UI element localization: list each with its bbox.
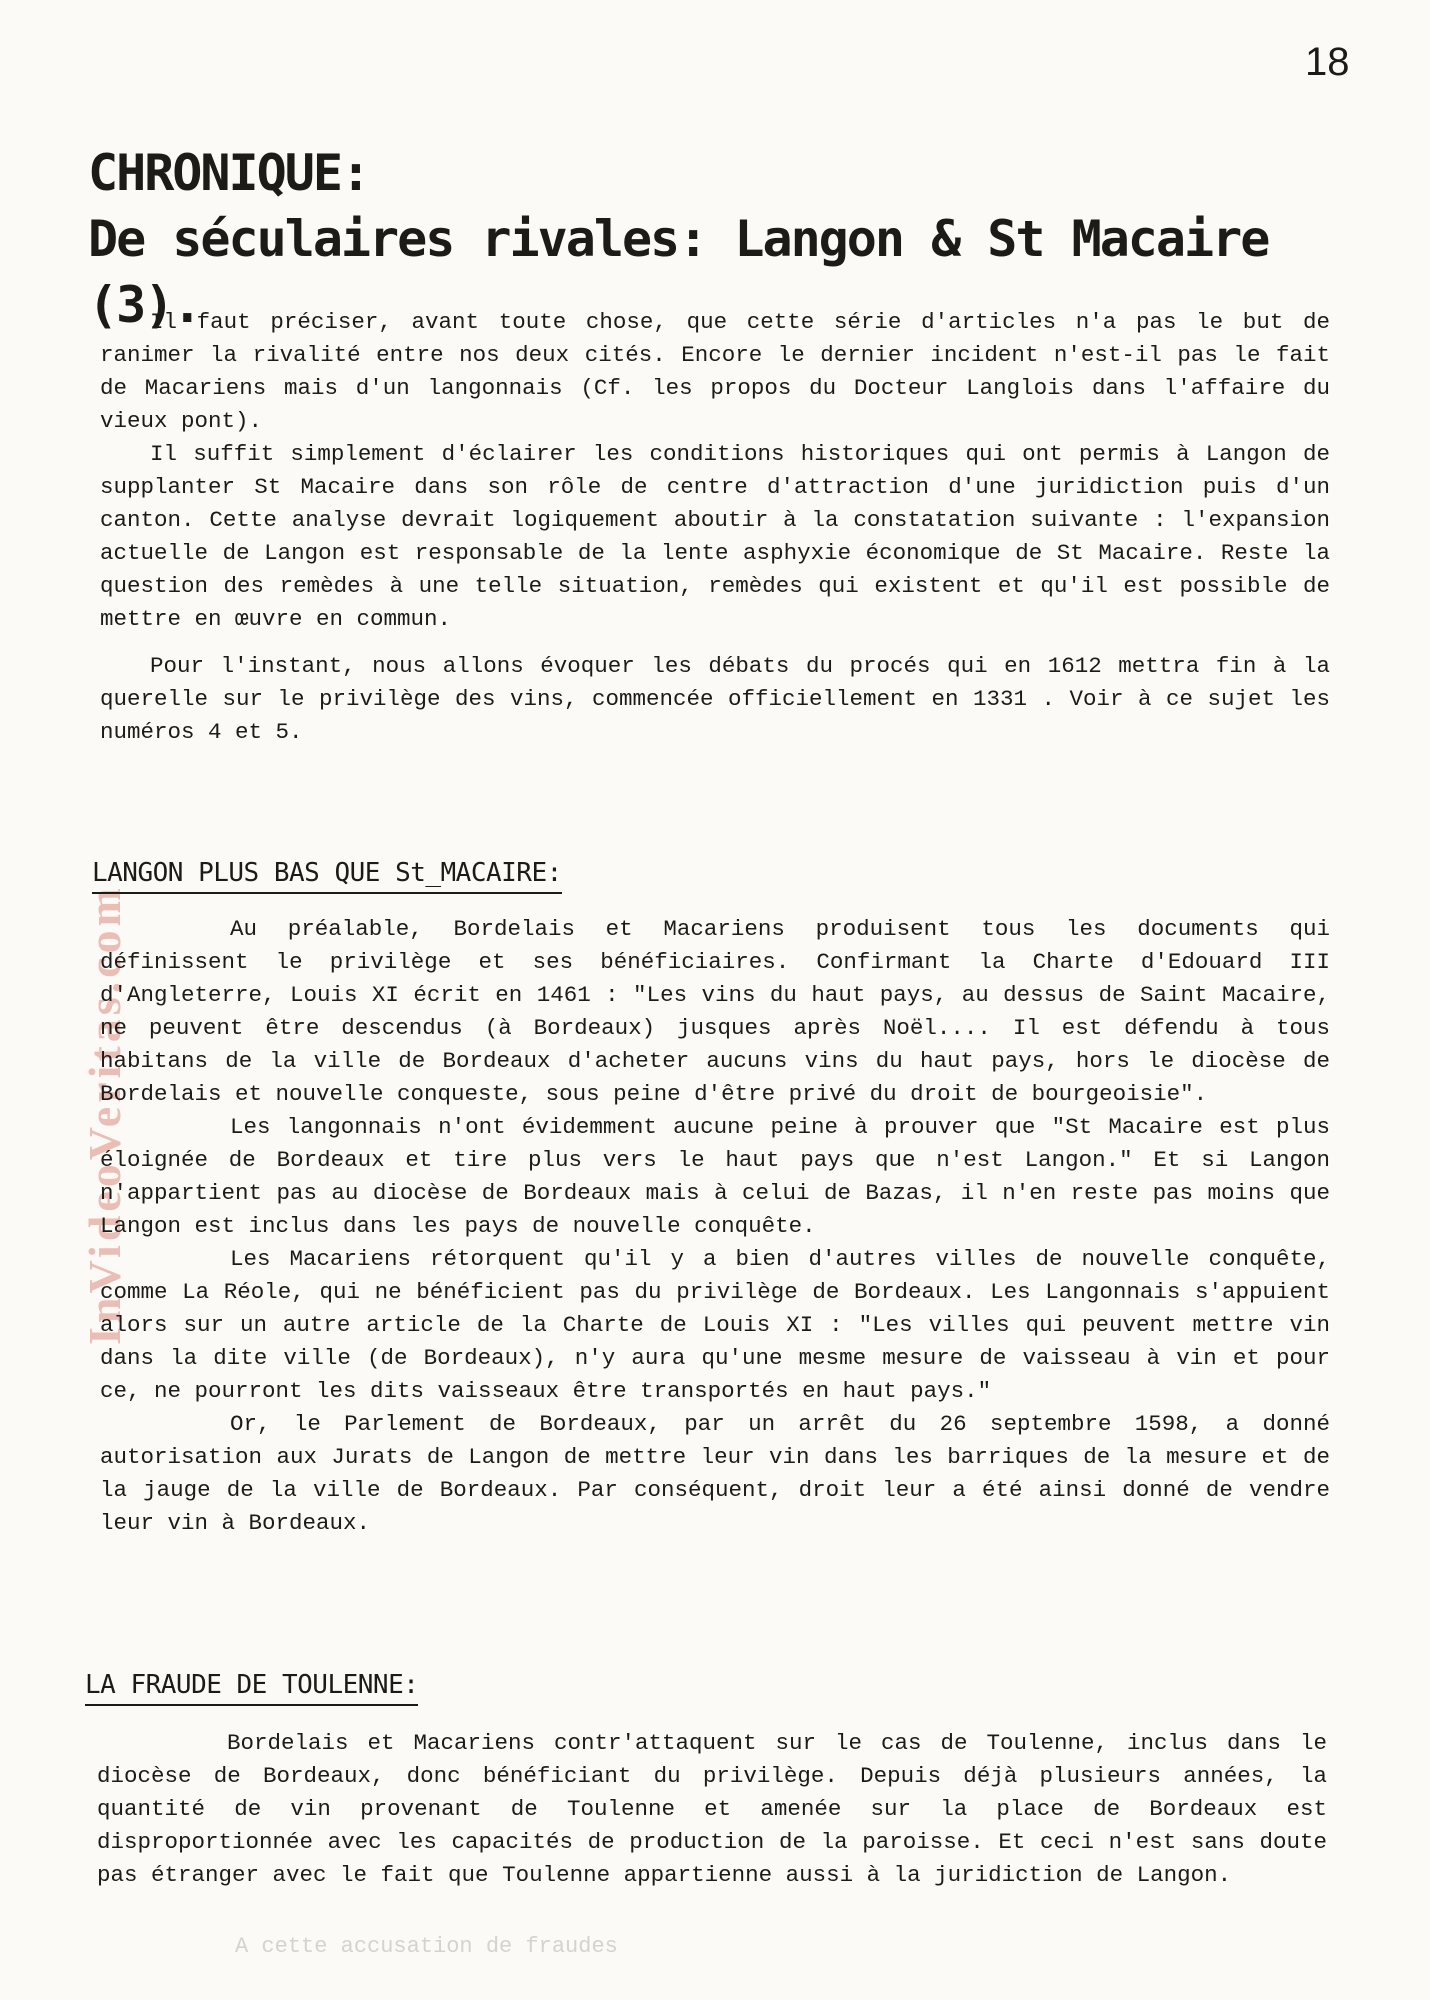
section-1-paragraph-3: Les Macariens rétorquent qu'il y a bien d'autres villes de nouvelle conquête, comme La Réole, qui ne bénéficient pas du privilège de Bordeaux. Les Langonnais s'appuient alors sur un autre article de la Charte de Louis XI : "Les villes qui peuvent mettre vin dans la dite ville (de Bordeaux), n'y aura qu'une mesme mesure de vaisseau à vin et pour ce, ne pourront les dits vaisseaux être transportés en haut pays." [100,1246,1330,1404]
section-1-paragraph-1: Au préalable, Bordelais et Macariens produisent tous les documents qui définissent le privilège et ses bénéficiaires. Confirmant la Charte d'Edouard III d'Angleterre, Louis XI écrit en 1461 : "Les vins du haut pays, au dessus de Saint Macaire, ne peuvent être descendus (à Bordeaux) jusques après Noël.... Il est défendu à tous habitans de la ville de Bordeaux d'acheter aucuns vins du haut pays, hors le diocèse de Bordelais et nouvelle conqueste, sous peine d'être privé du droit de bourgeoisie". [100,916,1330,1107]
faded-trailing-text: A cette accusation de fraudes [235,1934,618,1959]
section-2-body [97,1727,1327,1892]
intro-paragraph-2: Il suffit simplement d'éclairer les conditions historiques qui ont permis à Langon de supplanter St Macaire dans son rôle de centre d'attraction d'une juridiction puis d'un canton. Cette analyse devrait logiquement aboutir à la constatation suivante : l'expansion actuelle de Langon est responsable de la lente asphyxie économique de St Macaire. Reste la question des remèdes à une telle situation, remèdes qui existent et qu'il est possible de mettre en œuvre en commun. [100,441,1330,632]
intro-section [100,306,1330,749]
section-heading-2: LA FRAUDE DE TOULENNE: [85,1670,418,1706]
title-line-2: De séculaires rivales: Langon & St Macaire (3). [88,210,1269,334]
section-1-paragraph-4: Or, le Parlement de Bordeaux, par un arrêt du 26 septembre 1598, a donné autorisation aux Jurats de Langon de mettre leur vin dans les barriques de la mesure et de la jauge de la ville de Bordeaux. Par conséquent, droit leur a été ainsi donné de vendre leur vin à Bordeaux. [100,1411,1330,1536]
page-number: 18 [1305,40,1350,84]
title-line-1: CHRONIQUE: [88,144,370,202]
section-1-body [100,913,1330,1540]
intro-paragraph-1: Il faut préciser, avant toute chose, que cette série d'articles n'a pas le but de ranimer la rivalité entre nos deux cités. Encore le dernier incident n'est-il pas le fait de Macariens mais d'un langonnais (Cf. les propos du Docteur Langlois dans l'affaire du vieux pont). [100,309,1330,434]
intro-paragraph-3: Pour l'instant, nous allons évoquer les débats du procés qui en 1612 mettra fin à la querelle sur le privilège des vins, commencée officiellement en 1331 . Voir à ce sujet les numéros 4 et 5. [100,653,1330,745]
section-2-paragraph-1: Bordelais et Macariens contr'attaquent sur le cas de Toulenne, inclus dans le diocèse de Bordeaux, donc bénéficiant du privilège. Depuis déjà plusieurs années, la quantité de vin provenant de Toulenne et amenée sur la place de Bordeaux est disproportionnée avec les capacités de production de la paroisse. Et ceci n'est sans doute pas étranger avec le fait que Toulenne appartienne aussi à la juridiction de Langon. [97,1730,1327,1888]
watermark: InVideoVeritas.com [79,884,130,1345]
section-heading-1: LANGON PLUS BAS QUE St_MACAIRE: [92,858,562,894]
section-1-paragraph-2: Les langonnais n'ont évidemment aucune peine à prouver que "St Macaire est plus éloignée de Bordeaux et tire plus vers le haut pays que n'est Langon." Et si Langon n'appartient pas au diocèse de Bordeaux mais à celui de Bazas, il n'en reste pas moins que Langon est inclus dans les pays de nouvelle conquête. [100,1114,1330,1239]
